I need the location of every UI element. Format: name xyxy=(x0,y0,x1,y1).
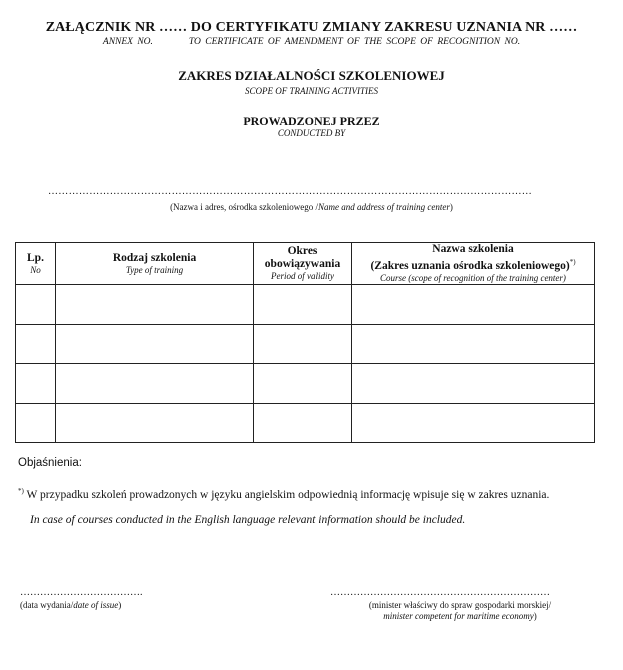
column-header-course: Nazwa szkolenia (Zakres uznania ośrodka szkoleniowego)*) Course (scope of recognition of the training center) xyxy=(352,243,595,285)
training-scope-table xyxy=(15,242,595,443)
table-row xyxy=(16,364,595,404)
training-center-field[interactable]: …………………………………………………………………………………………………………………………… xyxy=(48,186,533,197)
conducted-subtitle: CONDUCTED BY xyxy=(277,128,346,138)
annex-no-label: ANNEX NO. xyxy=(102,37,153,47)
cell-course[interactable] xyxy=(352,285,595,325)
cell-no[interactable] xyxy=(16,324,56,364)
minister-caption-pl: (minister właściwy do spraw gospodarki morskiej/ xyxy=(368,600,552,610)
cell-type[interactable] xyxy=(56,364,254,404)
caption-pl: (Nazwa i adres, ośrodka szkoleniowego / xyxy=(170,202,319,212)
document-title: ZAŁĄCZNIK NR …… DO CERTYFIKATU ZMIANY ZAKRESU UZNANIA NR …… xyxy=(45,20,578,35)
cell-validity[interactable] xyxy=(254,324,352,364)
cell-course[interactable] xyxy=(352,403,595,443)
cell-no[interactable] xyxy=(16,285,56,325)
caption-en: Name and address of training center xyxy=(318,202,450,212)
cell-no[interactable] xyxy=(16,403,56,443)
footnote-marker: *) xyxy=(569,258,576,267)
cell-no[interactable] xyxy=(16,364,56,404)
footnote-pl-text: W przypadku szkoleń prowadzonych w języku angielskim odpowiednią informację wpisuje się w zakres uznania. xyxy=(26,488,550,501)
minister-signature-field[interactable]: ………………………………………………………… xyxy=(330,587,550,598)
table-row xyxy=(16,403,595,443)
column-header-type: Rodzaj szkolenia Type of training xyxy=(56,243,254,285)
issue-date-field[interactable]: ………………………………. xyxy=(20,587,143,598)
document-subtitle xyxy=(0,37,623,47)
cell-type[interactable] xyxy=(56,403,254,443)
footnote-pl xyxy=(18,484,578,502)
conducted-title: PROWADZONEJ PRZEZ xyxy=(243,114,380,128)
caption-close: ) xyxy=(449,202,453,212)
cell-validity[interactable] xyxy=(254,403,352,443)
cell-type[interactable] xyxy=(56,285,254,325)
certificate-label: TO CERTIFICATE OF AMENDMENT OF THE SCOPE OF RECOGNITION NO. xyxy=(188,37,521,47)
section-subtitle: SCOPE OF TRAINING ACTIVITIES xyxy=(244,86,379,96)
explanations-heading: Objaśnienia: xyxy=(18,457,82,469)
table-row xyxy=(16,285,595,325)
section-title: ZAKRES DZIAŁALNOŚCI SZKOLENIOWEJ xyxy=(178,68,445,83)
table-header-row xyxy=(16,243,595,285)
cell-course[interactable] xyxy=(352,324,595,364)
cell-validity[interactable] xyxy=(254,364,352,404)
table-row xyxy=(16,324,595,364)
issue-date-caption: (data wydania/date of issue) xyxy=(20,600,122,610)
column-header-validity: Okres obowiązywania Period of validity xyxy=(254,243,352,285)
minister-caption-en: minister competent for maritime economy) xyxy=(383,611,537,621)
training-center-caption xyxy=(0,202,623,212)
column-header-no: Lp. No xyxy=(16,243,56,285)
cell-type[interactable] xyxy=(56,324,254,364)
cell-validity[interactable] xyxy=(254,285,352,325)
footnote-en: In case of courses conducted in the English language relevant information should be included. xyxy=(30,514,466,526)
footnote-marker-note: *) xyxy=(18,487,24,495)
cell-course[interactable] xyxy=(352,364,595,404)
